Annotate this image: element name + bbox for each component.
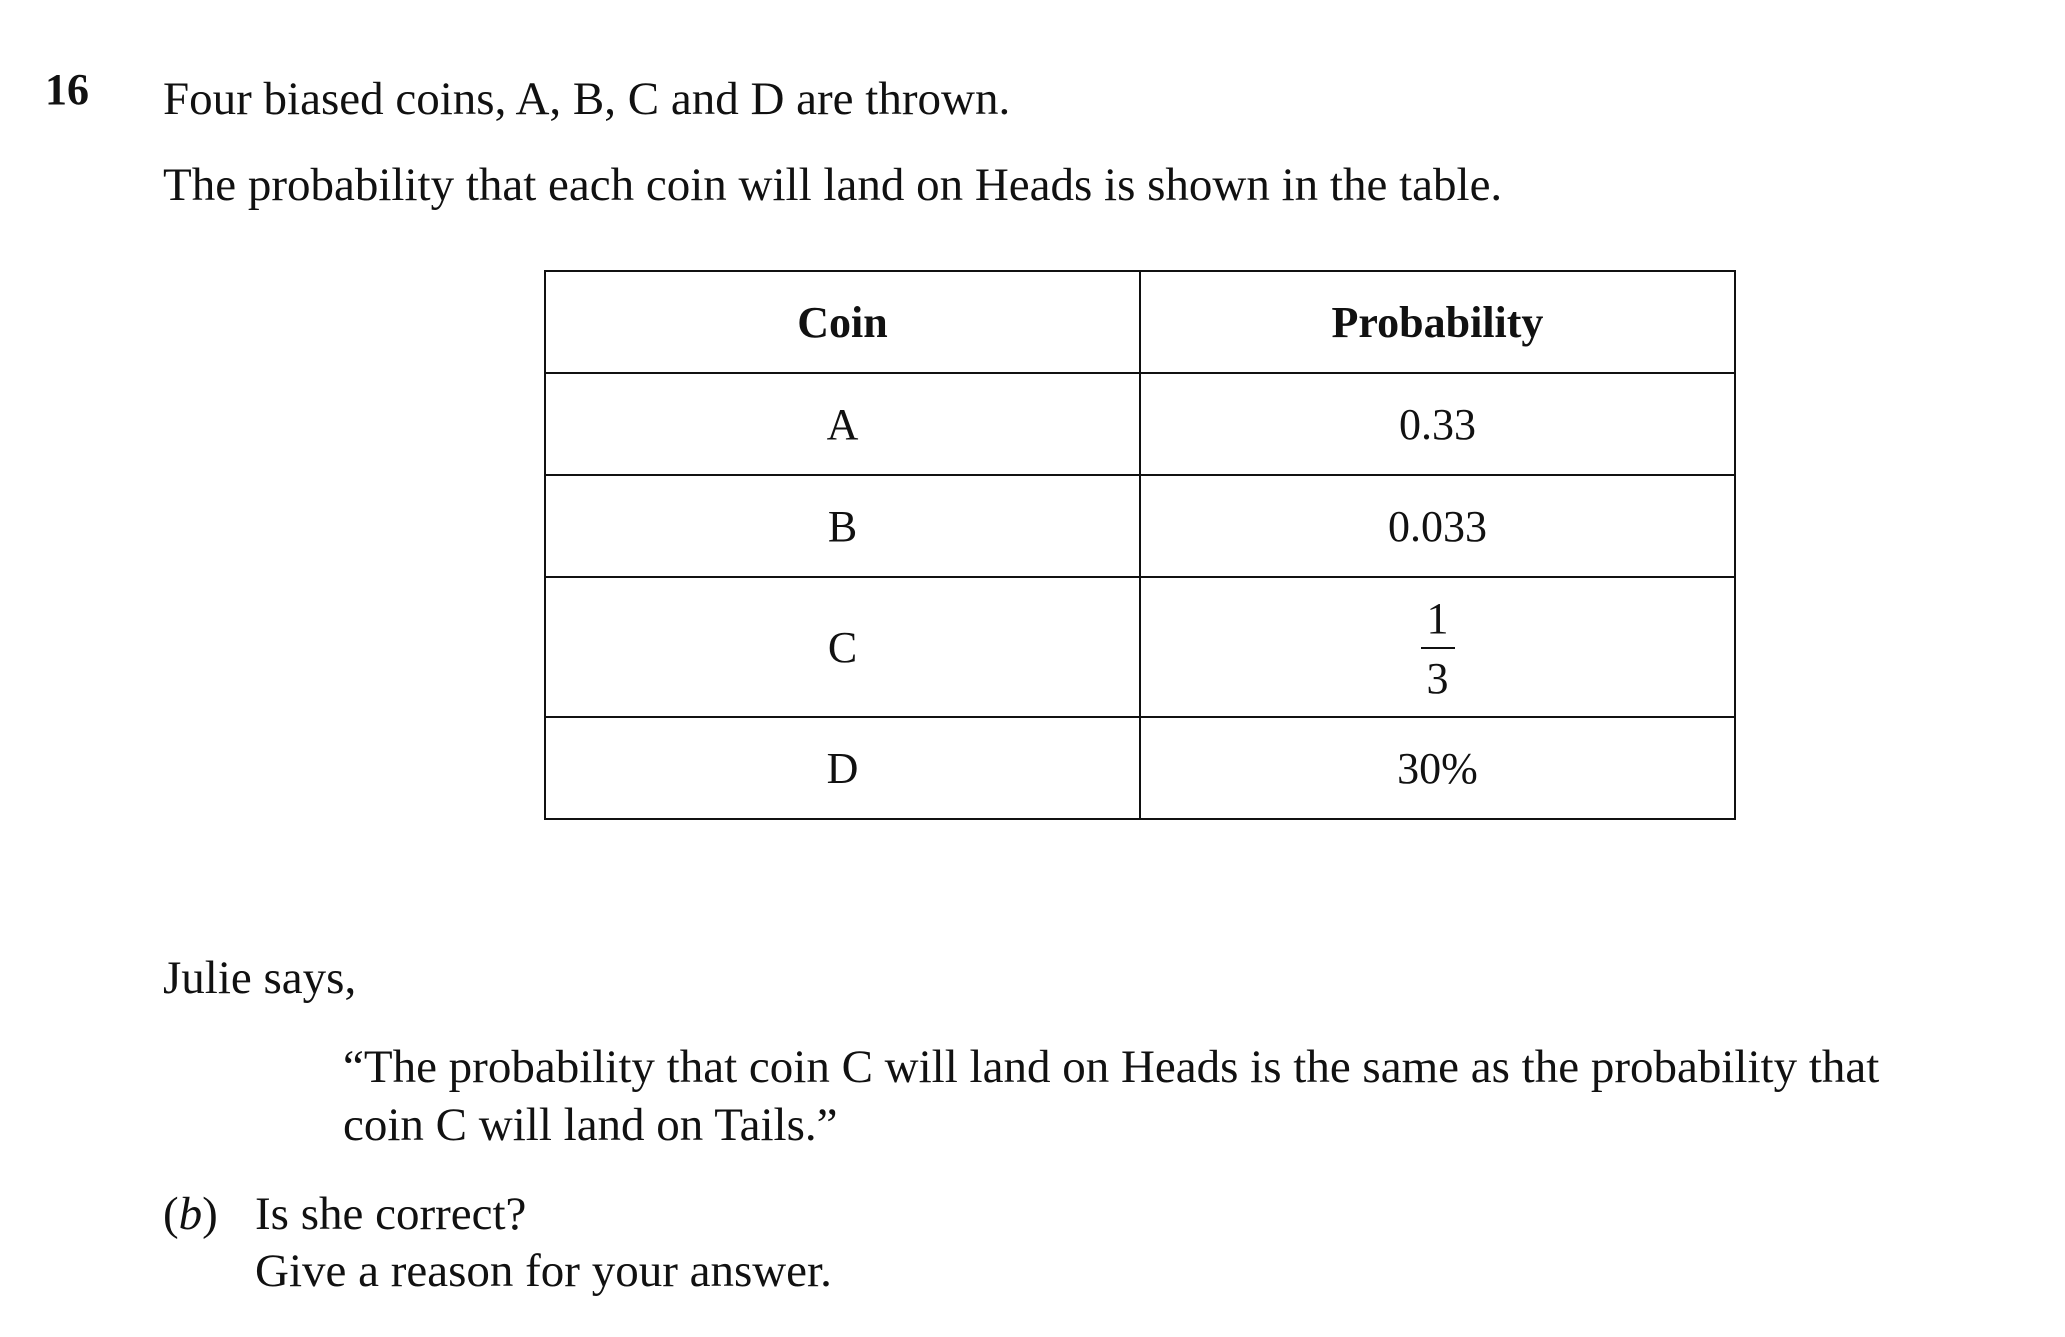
quote-line: coin C will land on Tails.” <box>343 1099 838 1151</box>
fraction-numerator: 1 <box>1426 594 1449 643</box>
part-b-instruction: Give a reason for your answer. <box>255 1245 832 1297</box>
coin-cell: C <box>545 577 1140 717</box>
probability-cell: 0.033 <box>1140 475 1735 577</box>
table-row <box>545 475 1735 577</box>
part-b-label: (b) <box>163 1188 218 1240</box>
probability-cell: 30% <box>1140 717 1735 819</box>
table-row <box>545 373 1735 475</box>
probability-column-header: Probability <box>1140 271 1735 373</box>
table-header-row <box>545 271 1735 373</box>
fraction-denominator: 3 <box>1426 654 1449 703</box>
coin-cell: A <box>545 373 1140 475</box>
coin-column-header: Coin <box>545 271 1140 373</box>
julie-quote <box>343 1038 2023 1154</box>
coin-cell: B <box>545 475 1140 577</box>
probability-cell <box>1140 577 1735 717</box>
probability-table <box>544 270 1736 820</box>
part-b-question: Is she correct? <box>255 1188 527 1240</box>
statement-intro: Julie says, <box>163 952 357 1004</box>
question-instruction: The probability that each coin will land on Heads is shown in the table. <box>163 159 1503 211</box>
fraction <box>1421 594 1455 703</box>
quote-line: “The probability that coin C will land on Heads is the same as the probability that <box>343 1041 1880 1093</box>
table-row <box>545 577 1735 717</box>
probability-cell: 0.33 <box>1140 373 1735 475</box>
coin-cell: D <box>545 717 1140 819</box>
question-number: 16 <box>45 65 89 114</box>
question-intro: Four biased coins, A, B, C and D are thrown. <box>163 73 1011 125</box>
table-row <box>545 717 1735 819</box>
part-b-text <box>255 1186 832 1300</box>
